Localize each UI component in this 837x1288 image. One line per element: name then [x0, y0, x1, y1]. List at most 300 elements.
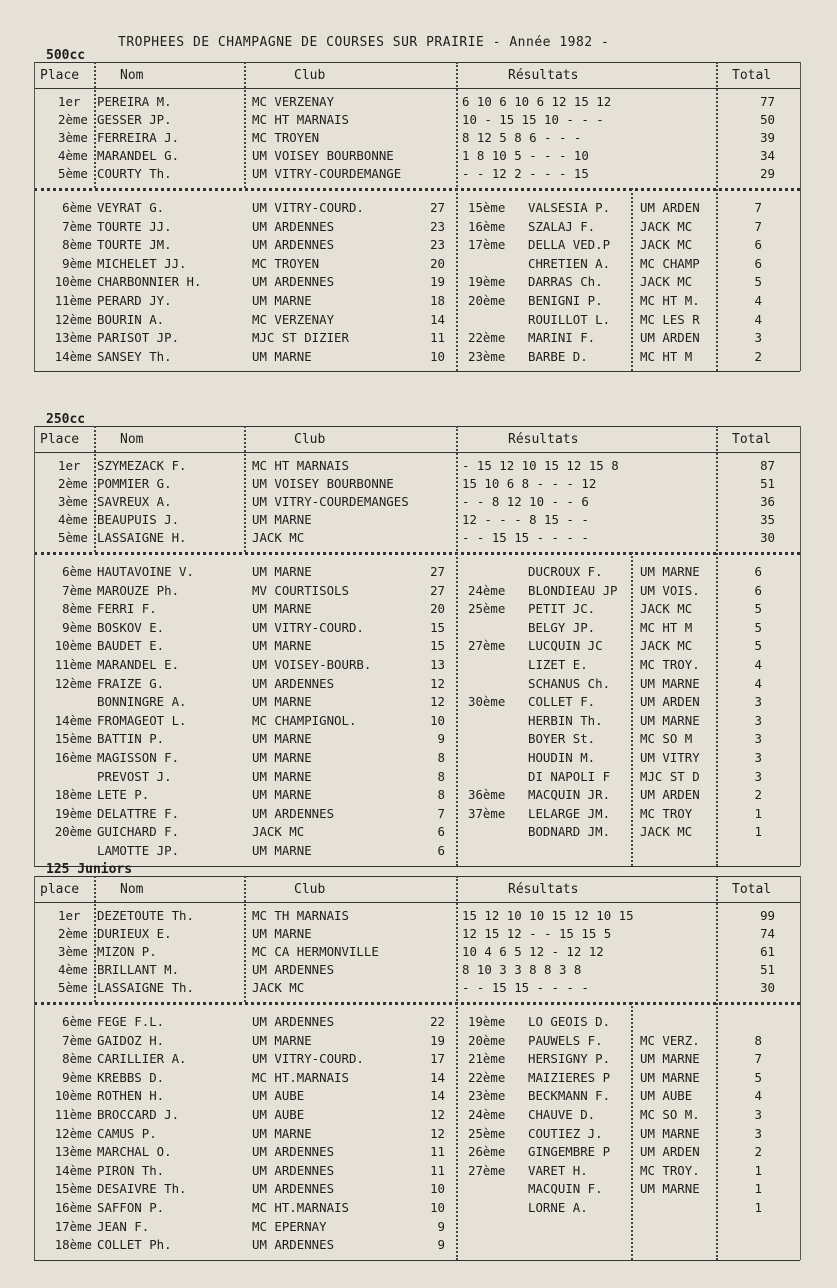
s500-top-name: GESSER JP. — [97, 112, 172, 127]
s500-rank: 11ème — [54, 293, 92, 308]
s250-top-club: MC HT MARNAIS — [252, 458, 349, 473]
s250-rank: 10ème — [54, 638, 92, 654]
s125-club: UM AUBE — [640, 1088, 693, 1104]
s500-club: UM ARDENNES — [252, 237, 335, 253]
s125-bottom-border — [34, 1260, 800, 1261]
s500-top-name: COURTY Th. — [97, 166, 172, 181]
s125-rank: 9ème — [62, 1069, 92, 1085]
s125-rank: 18ème — [54, 1237, 92, 1253]
s250-points: 27 — [430, 564, 445, 579]
s250-rank: 36ème — [468, 787, 506, 803]
s125-club: MC EPERNAY — [252, 1218, 327, 1234]
s250-top-club: JACK MC — [252, 530, 305, 545]
s500-top-place: 2ème — [58, 112, 88, 127]
s500-top-results: 1 8 10 5 - - - 10 — [462, 148, 589, 163]
s500-name: TOURTE JM. — [97, 237, 172, 253]
s250-club: MJC ST D — [640, 768, 700, 784]
s125-rank: 16ème — [54, 1200, 92, 1215]
s500-points: 19 — [430, 274, 445, 290]
s125-rank: 13ème — [54, 1144, 92, 1160]
s500-results-rule — [716, 62, 718, 371]
s250-left-edge — [34, 426, 35, 866]
s125-nom-rule — [244, 876, 246, 1002]
s125-club: UM ARDENNES — [252, 1162, 335, 1178]
s125-top-total: 74 — [760, 926, 775, 941]
s250-club: UM MARNE — [252, 731, 312, 747]
s250-name: BODNARD JM. — [528, 824, 611, 840]
s250-points: 15 — [430, 638, 445, 654]
s250-club: UM MARNE — [252, 843, 312, 858]
s125-points: 12 — [430, 1107, 445, 1122]
s125-name: PIRON Th. — [97, 1162, 165, 1178]
s125-top-total: 99 — [760, 908, 775, 923]
s250-club: UM VITRY-COURD. — [252, 619, 364, 635]
s500-top-total: 77 — [760, 94, 775, 109]
s500-top-results: 8 12 5 8 6 - - - — [462, 130, 582, 145]
s125-name: GINGEMBRE P — [528, 1144, 611, 1160]
s250-header-place: Place — [40, 432, 80, 447]
s500-top-place: 3ème — [58, 130, 88, 145]
s250-name: MACQUIN JR. — [528, 787, 611, 803]
s125-club: UM MARNE — [640, 1125, 700, 1141]
s250-top-results: 15 10 6 8 - - - 12 — [462, 476, 597, 491]
s500-points: 14 — [430, 311, 445, 327]
s250-points: 8 — [437, 787, 445, 803]
s250-club: UM MARNE — [252, 638, 312, 654]
s250-header-nom: Nom — [120, 432, 144, 447]
s125-rank: 23ème — [468, 1088, 506, 1104]
s125-top-total: 51 — [760, 962, 775, 977]
s250-rank: 20ème — [54, 824, 92, 840]
s125-points: 7 — [754, 1051, 762, 1067]
s500-points: 3 — [754, 330, 762, 346]
s250-club: MC CHAMPIGNOL. — [252, 712, 357, 728]
s500-club-rule — [456, 62, 458, 371]
s125-club-rule — [456, 876, 458, 1260]
s250-points: 10 — [430, 712, 445, 728]
s250-top-name: POMMIER G. — [97, 476, 172, 491]
s500-dotted-separator — [34, 188, 800, 191]
s250-name: HOUDIN M. — [528, 750, 596, 765]
s125-name: FEGE F.L. — [97, 1014, 165, 1029]
s500-left-edge — [34, 62, 35, 371]
s125-name: CHAUVE D. — [528, 1107, 596, 1122]
s500-name: DARRAS Ch. — [528, 274, 603, 290]
s250-club: UM MARNE — [640, 564, 700, 579]
s250-right-edge — [800, 426, 801, 866]
s125-points: 3 — [754, 1125, 762, 1141]
s125-points: 1 — [754, 1181, 762, 1197]
s250-rank: 7ème — [62, 582, 92, 598]
s250-name: DUCROUX F. — [528, 564, 603, 579]
s500-top-club: MC TROYEN — [252, 130, 320, 145]
s500-points: 6 — [754, 237, 762, 253]
s125-top-club: UM MARNE — [252, 926, 312, 941]
s250-club: UM MARNE — [252, 564, 312, 579]
s250-name: PETIT JC. — [528, 601, 596, 617]
s250-name: LETE P. — [97, 787, 150, 803]
s250-club: UM MARNE — [252, 601, 312, 617]
s250-club: UM MARNE — [640, 712, 700, 728]
s250-top-total: 35 — [760, 512, 775, 527]
s500-header-club: Club — [294, 68, 326, 83]
s250-top-border — [34, 426, 800, 427]
s125-points: 19 — [430, 1032, 445, 1048]
s125-header-club: Club — [294, 882, 326, 897]
s500-top-club: UM VITRY-COURDEMANGE — [252, 166, 402, 181]
s500-rank: 15ème — [468, 200, 506, 215]
s250-label: 250cc — [46, 412, 86, 427]
s125-points: 8 — [754, 1032, 762, 1048]
s500-points: 18 — [430, 293, 445, 308]
s500-rank: 19ème — [468, 274, 506, 290]
s250-top-place: 5ème — [58, 530, 88, 545]
s125-top-results: 12 15 12 - - 15 15 5 — [462, 926, 612, 941]
s500-club: UM ARDEN — [640, 200, 700, 215]
s125-club: UM AUBE — [252, 1088, 305, 1104]
s500-name: PERARD JY. — [97, 293, 172, 308]
s250-name: MAGISSON F. — [97, 750, 180, 765]
s500-rank: 14ème — [54, 348, 92, 364]
s250-rank: 14ème — [54, 712, 92, 728]
s500-club: UM ARDEN — [640, 330, 700, 346]
s250-name: BELGY JP. — [528, 619, 596, 635]
s250-points: 1 — [754, 824, 762, 840]
s500-name: BENIGNI P. — [528, 293, 603, 308]
s125-header-resultats: Résultats — [508, 882, 579, 897]
s500-top-total: 50 — [760, 112, 775, 127]
s125-top-border — [34, 876, 800, 877]
s125-top-place: 3ème — [58, 944, 88, 959]
s125-points: 1 — [754, 1162, 762, 1178]
s250-header-resultats: Résultats — [508, 432, 579, 447]
s500-rank: 12ème — [54, 311, 92, 327]
s250-club: UM VOISEY-BOURB. — [252, 657, 372, 672]
s250-name: BONNINGRE A. — [97, 694, 187, 710]
s250-top-club: UM VITRY-COURDEMANGES — [252, 494, 409, 509]
s250-club: MC SO M — [640, 731, 693, 747]
s500-club: UM ARDENNES — [252, 218, 335, 234]
s125-top-place: 2ème — [58, 926, 88, 941]
s500-top-results: 6 10 6 10 6 12 15 12 — [462, 94, 612, 109]
s500-name: ROUILLOT L. — [528, 311, 611, 327]
s500-top-club: MC HT MARNAIS — [252, 112, 349, 127]
s125-header-total: Total — [732, 882, 772, 897]
s250-top-name: LASSAIGNE H. — [97, 530, 187, 545]
s500-rank: 7ème — [62, 218, 92, 234]
s250-club: JACK MC — [640, 638, 693, 654]
s500-points: 2 — [754, 348, 762, 364]
s125-points: 9 — [437, 1218, 445, 1234]
s125-name: SAFFON P. — [97, 1200, 165, 1215]
s125-club: UM MARNE — [252, 1032, 312, 1048]
s250-name: FERRI F. — [97, 601, 157, 617]
s500-rank: 8ème — [62, 237, 92, 253]
s500-name: PARISOT JP. — [97, 330, 180, 346]
s250-points: 3 — [754, 768, 762, 784]
s500-top-place: 4ème — [58, 148, 88, 163]
s125-name: LORNE A. — [528, 1200, 588, 1215]
s250-club: JACK MC — [252, 824, 305, 840]
s500-rank: 9ème — [62, 255, 92, 271]
s125-top-place: 1er — [58, 908, 81, 923]
s125-club: UM AUBE — [252, 1107, 305, 1122]
s250-points: 8 — [437, 768, 445, 784]
s250-name: BOYER St. — [528, 731, 596, 747]
s125-points: 3 — [754, 1107, 762, 1122]
s500-club: MJC ST DIZIER — [252, 330, 349, 346]
s250-name: PREVOST J. — [97, 768, 172, 784]
s250-top-results: - - 15 15 - - - - — [462, 530, 589, 545]
s125-top-place: 5ème — [58, 980, 88, 995]
s500-rank: 23ème — [468, 348, 506, 364]
s250-club: UM ARDEN — [640, 694, 700, 710]
s125-points: 4 — [754, 1088, 762, 1104]
s250-name: HAUTAVOINE V. — [97, 564, 194, 579]
s250-points: 2 — [754, 787, 762, 803]
s250-club: MV COURTISOLS — [252, 582, 349, 598]
s250-club: UM MARNE — [640, 675, 700, 691]
s500-club: MC HT M — [640, 348, 693, 364]
s250-header-total: Total — [732, 432, 772, 447]
s125-club: UM MARNE — [252, 1125, 312, 1141]
s250-name: MARANDEL E. — [97, 657, 180, 672]
s125-rank: 12ème — [54, 1125, 92, 1141]
s125-club: UM ARDENNES — [252, 1144, 335, 1160]
s500-club: MC HT M. — [640, 293, 700, 308]
s125-club: UM ARDENNES — [252, 1181, 335, 1197]
s125-top-results: 10 4 6 5 12 - 12 12 — [462, 944, 604, 959]
s250-club: MC HT M — [640, 619, 693, 635]
s125-right-club-rule — [631, 1002, 633, 1260]
s250-bottom-border — [34, 866, 800, 867]
s500-name: MICHELET JJ. — [97, 255, 187, 271]
s250-points: 4 — [754, 657, 762, 672]
s250-club: UM VITRY — [640, 750, 700, 765]
s125-top-club: JACK MC — [252, 980, 305, 995]
s500-points: 11 — [430, 330, 445, 346]
s500-top-name: PEREIRA M. — [97, 94, 172, 109]
s500-header-resultats: Résultats — [508, 68, 579, 83]
s125-name: GAIDOZ H. — [97, 1032, 165, 1048]
s250-points: 6 — [754, 564, 762, 579]
s125-points: 5 — [754, 1069, 762, 1085]
s125-name: BECKMANN F. — [528, 1088, 611, 1104]
s500-name: MARINI F. — [528, 330, 596, 346]
s250-rank: 15ème — [54, 731, 92, 747]
s125-name: CARILLIER A. — [97, 1051, 187, 1067]
s250-points: 5 — [754, 601, 762, 617]
s500-top-place: 1er — [58, 94, 81, 109]
s125-club: UM MARNE — [640, 1051, 700, 1067]
s500-header-total: Total — [732, 68, 772, 83]
s250-name: SCHANUS Ch. — [528, 675, 611, 691]
s125-club: UM MARNE — [640, 1181, 700, 1197]
s250-name: LUCQUIN JC — [528, 638, 603, 654]
s250-name: MAROUZE Ph. — [97, 582, 180, 598]
s125-name: COUTIEZ J. — [528, 1125, 603, 1141]
s250-points: 8 — [437, 750, 445, 765]
s500-label: 500cc — [46, 48, 86, 63]
s250-top-name: SZYMEZACK F. — [97, 458, 187, 473]
s500-club: UM MARNE — [252, 293, 312, 308]
s250-points: 4 — [754, 675, 762, 691]
s250-club: UM ARDENNES — [252, 805, 335, 821]
s250-name: LIZET E. — [528, 657, 588, 672]
s500-top-name: FERREIRA J. — [97, 130, 180, 145]
s250-rank: 25ème — [468, 601, 506, 617]
s125-club: UM VITRY-COURD. — [252, 1051, 364, 1067]
s125-left-edge — [34, 876, 35, 1260]
s125-name: MACQUIN F. — [528, 1181, 603, 1197]
page-title: TROPHEES DE CHAMPAGNE DE COURSES SUR PRAIRIE - Année 1982 - — [118, 35, 610, 50]
s250-points: 6 — [437, 824, 445, 840]
s250-points: 3 — [754, 694, 762, 710]
s250-name: DI NAPOLI F — [528, 768, 611, 784]
s250-club: JACK MC — [640, 824, 693, 840]
s500-top-results: - - 12 2 - - - 15 — [462, 166, 589, 181]
s500-header-nom: Nom — [120, 68, 144, 83]
s250-rank: 9ème — [62, 619, 92, 635]
s250-name: HERBIN Th. — [528, 712, 603, 728]
s500-name: SZALAJ F. — [528, 218, 596, 234]
s125-top-results: 8 10 3 3 8 8 3 8 — [462, 962, 582, 977]
s250-points: 27 — [430, 582, 445, 598]
s125-name: JEAN F. — [97, 1218, 150, 1234]
s250-top-total: 36 — [760, 494, 775, 509]
s250-club: UM MARNE — [252, 768, 312, 784]
s250-points: 12 — [430, 694, 445, 710]
s250-top-total: 51 — [760, 476, 775, 491]
s250-top-place: 3ème — [58, 494, 88, 509]
s250-rank: 30ème — [468, 694, 506, 710]
s125-top-results: - - 15 15 - - - - — [462, 980, 589, 995]
s250-header-club: Club — [294, 432, 326, 447]
s500-bottom-border — [34, 371, 800, 372]
s250-name: GUICHARD F. — [97, 824, 180, 840]
s250-rank: 16ème — [54, 750, 92, 765]
s125-name: COLLET Ph. — [97, 1237, 172, 1253]
s125-rank: 8ème — [62, 1051, 92, 1067]
s250-top-results: - 15 12 10 15 12 15 8 — [462, 458, 619, 473]
s500-name: VALSESIA P. — [528, 200, 611, 215]
s125-name: BROCCARD J. — [97, 1107, 180, 1122]
s500-club: UM ARDENNES — [252, 274, 335, 290]
s125-name: PAUWELS F. — [528, 1032, 603, 1048]
s125-club: UM ARDENNES — [252, 1014, 335, 1029]
s125-rank: 10ème — [54, 1088, 92, 1104]
s250-club: UM VOIS. — [640, 582, 700, 598]
s500-top-name: MARANDEL G. — [97, 148, 180, 163]
s500-name: SANSEY Th. — [97, 348, 172, 364]
s500-top-border — [34, 62, 800, 63]
s500-club: JACK MC — [640, 218, 693, 234]
s250-name: LAMOTTE JP. — [97, 843, 180, 858]
s250-results-rule — [716, 426, 718, 866]
s125-top-club: UM ARDENNES — [252, 962, 335, 977]
s500-club: MC VERZENAY — [252, 311, 335, 327]
s250-points: 6 — [437, 843, 445, 858]
s250-club: UM MARNE — [252, 750, 312, 765]
s500-name: CHRETIEN A. — [528, 255, 611, 271]
s250-name: FRAIZE G. — [97, 675, 165, 691]
s500-club: JACK MC — [640, 274, 693, 290]
s250-points: 3 — [754, 712, 762, 728]
s250-points: 15 — [430, 619, 445, 635]
s250-club: UM MARNE — [252, 787, 312, 803]
s250-club: MC TROY. — [640, 657, 700, 672]
s500-points: 20 — [430, 255, 445, 271]
s125-name: VARET H. — [528, 1162, 588, 1178]
s125-top-name: DURIEUX E. — [97, 926, 172, 941]
s250-club: MC TROY — [640, 805, 693, 821]
s500-nom-rule — [244, 62, 246, 188]
s250-rank: 24ème — [468, 582, 506, 598]
s125-points: 11 — [430, 1144, 445, 1160]
s500-club: JACK MC — [640, 237, 693, 253]
s250-points: 20 — [430, 601, 445, 617]
s250-name: BOSKOV E. — [97, 619, 165, 635]
s250-top-results: 12 - - - 8 15 - - — [462, 512, 589, 527]
s500-rank: 16ème — [468, 218, 506, 234]
s500-points: 27 — [430, 200, 445, 215]
s125-club: UM ARDEN — [640, 1144, 700, 1160]
s250-top-place: 4ème — [58, 512, 88, 527]
s250-club: UM ARDENNES — [252, 675, 335, 691]
s500-rank: 10ème — [54, 274, 92, 290]
s500-points: 7 — [754, 218, 762, 234]
s250-points: 5 — [754, 619, 762, 635]
s250-rank: 37ème — [468, 805, 506, 821]
s125-club: MC VERZ. — [640, 1032, 700, 1048]
s250-top-name: BEAUPUIS J. — [97, 512, 180, 527]
s250-rank: 6ème — [62, 564, 92, 579]
s125-club: MC HT.MARNAIS — [252, 1069, 349, 1085]
s250-top-place: 2ème — [58, 476, 88, 491]
s250-top-club: UM MARNE — [252, 512, 312, 527]
s500-name: TOURTE JJ. — [97, 218, 172, 234]
s125-header-rule — [34, 902, 800, 903]
s500-name: CHARBONNIER H. — [97, 274, 202, 290]
s250-rank: 18ème — [54, 787, 92, 803]
s125-top-club: MC TH MARNAIS — [252, 908, 349, 923]
s125-club: UM MARNE — [640, 1069, 700, 1085]
s125-results-rule — [716, 876, 718, 1260]
s250-nom-rule — [244, 426, 246, 552]
s250-name: BLONDIEAU JP — [528, 582, 618, 598]
s500-top-club: MC VERZENAY — [252, 94, 335, 109]
s500-place-rule — [94, 62, 96, 188]
s500-name: BOURIN A. — [97, 311, 165, 327]
s125-top-place: 4ème — [58, 962, 88, 977]
s125-place-rule — [94, 876, 96, 1002]
s125-club: MC SO M. — [640, 1107, 700, 1122]
s125-rank: 15ème — [54, 1181, 92, 1197]
s125-dotted-separator — [34, 1002, 800, 1005]
s250-name: COLLET F. — [528, 694, 596, 710]
s250-rank: 27ème — [468, 638, 506, 654]
s125-rank: 21ème — [468, 1051, 506, 1067]
s125-header-nom: Nom — [120, 882, 144, 897]
s500-points: 4 — [754, 311, 762, 327]
s125-points: 22 — [430, 1014, 445, 1029]
s500-name: VEYRAT G. — [97, 200, 165, 215]
s125-points: 14 — [430, 1069, 445, 1085]
s125-name: HERSIGNY P. — [528, 1051, 611, 1067]
s500-points: 10 — [430, 348, 445, 364]
s250-top-place: 1er — [58, 458, 81, 473]
s125-name: MAIZIERES P — [528, 1069, 611, 1085]
